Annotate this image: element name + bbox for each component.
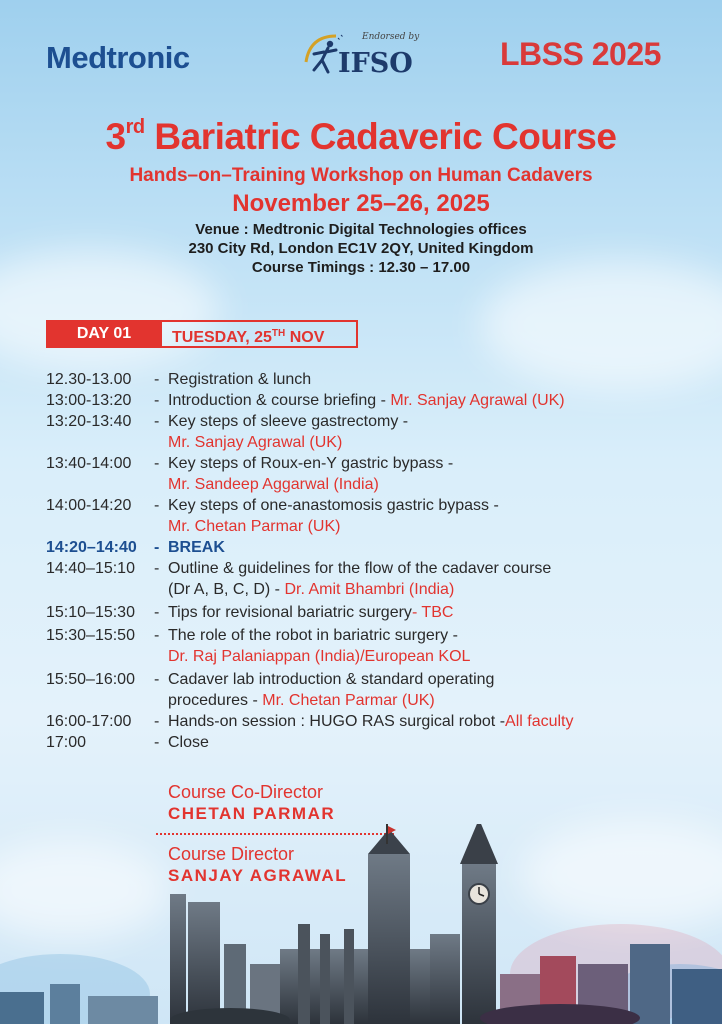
schedule-speaker: Mr. Sandeep Aggarwal (India) (168, 476, 379, 493)
ifso-endorsed-text: Endorsed by (362, 32, 420, 42)
schedule-speaker: Dr. Raj Palaniappan (India)/European KOL (168, 648, 471, 665)
day-date-month: NOV (285, 329, 325, 346)
schedule-speaker: Mr. Sanjay Agrawal (UK) (168, 434, 343, 451)
schedule-row: 13:40-14:00 - Key steps of Roux-en-Y gastric bypass - Mr. Sandeep Aggarwal (India) (46, 455, 454, 493)
schedule-desc: The role of the robot in bariatric surgery - (168, 627, 458, 644)
schedule-desc: Key steps of sleeve gastrectomy - (168, 413, 409, 430)
schedule-time: 13:20-13:40 (46, 413, 132, 430)
schedule-row: 16:00-17:00 - Hands-on session : HUGO RAS surgical robot -All faculty (46, 713, 574, 730)
schedule-time: 14:40–15:10 (46, 560, 135, 577)
schedule-desc: Tips for revisional bariatric surgery (168, 604, 412, 621)
schedule-speaker: - TBC (411, 604, 454, 621)
title-ordinal: 3 (105, 116, 126, 157)
schedule-speaker: Mr. Chetan Parmar (UK) (168, 518, 341, 535)
schedule-time: 15:50–16:00 (46, 671, 135, 688)
schedule-desc: Key steps of one-anastomosis gastric bypass - (168, 497, 499, 514)
schedule-desc: Close (168, 734, 209, 751)
title-ordinal-suffix: rd (125, 116, 145, 138)
schedule-time: 17:00 (46, 734, 87, 751)
day-date-text: TUESDAY, 25 (172, 329, 272, 346)
director-role: Course Director (168, 844, 295, 864)
schedule-row: 13:20-13:40 - Key steps of sleeve gastrectomy - Mr. Sanjay Agrawal (UK) (46, 413, 409, 451)
day-label: DAY 01 (46, 320, 162, 348)
co-director-name: CHETAN PARMAR (168, 804, 336, 823)
schedule-time: 12.30-13.00 (46, 371, 132, 388)
director-name: SANJAY AGRAWAL (168, 866, 348, 885)
title-text: Bariatric Cadaveric Course (154, 116, 617, 157)
venue-line-1: Venue : Medtronic Digital Technologies offices (195, 221, 527, 238)
schedule-time: 16:00-17:00 (46, 713, 132, 730)
day-header (46, 320, 358, 348)
lbss-logo (500, 36, 661, 73)
schedule-desc: Introduction & course briefing - (168, 392, 391, 409)
schedule-speaker: Mr. Sanjay Agrawal (UK) (390, 392, 565, 409)
schedule-time: 14:00-14:20 (46, 497, 132, 514)
london-skyline-illustration (0, 824, 722, 1024)
lbss-wordmark: LBSS 2025 (500, 36, 661, 72)
course-subtitle: Hands–on–Training Workshop on Human Cadavers (129, 165, 593, 186)
schedule-time: 14:20–14:40 (46, 539, 137, 556)
schedule (46, 369, 696, 753)
course-title (0, 116, 722, 158)
schedule-time: 15:30–15:50 (46, 627, 135, 644)
schedule-row: 13:00-13:20 - Introduction & course briefing - Mr. Sanjay Agrawal (UK) (46, 392, 565, 409)
venue-line-2: 230 City Rd, London EC1V 2QY, United Kingdom (188, 240, 534, 257)
schedule-desc: BREAK (168, 539, 225, 556)
schedule-speaker: Mr. Chetan Parmar (UK) (262, 692, 435, 709)
day-date (162, 320, 358, 348)
schedule-time: 13:00-13:20 (46, 392, 132, 409)
co-director-role: Course Co-Director (168, 782, 324, 802)
course-timings: Course Timings : 12.30 – 17.00 (251, 259, 471, 276)
ifso-logo (300, 30, 430, 86)
schedule-speaker: All faculty (505, 713, 574, 730)
ifso-wordmark: IFSO (338, 48, 413, 79)
schedule-time: 13:40-14:00 (46, 455, 132, 472)
schedule-desc: Key steps of Roux-en-Y gastric bypass - (168, 455, 454, 472)
schedule-row-break: 14:20–14:40 - BREAK (46, 537, 696, 558)
schedule-row: 14:00-14:20 - Key steps of one-anastomosis gastric bypass - Mr. Chetan Parmar (UK) (46, 497, 499, 535)
schedule-row: 14:40–15:10 - Outline & guidelines for the flow of the cadaver course (Dr A, B, C, D) - Dr. Amit Bhambri (India) (46, 560, 552, 598)
schedule-desc: Cadaver lab introduction & standard operating (168, 671, 495, 688)
day-date-sup: TH (271, 328, 286, 339)
venue-block (0, 220, 722, 277)
schedule-desc: Registration & lunch (168, 371, 312, 388)
schedule-speaker: Dr. Amit Bhambri (India) (284, 581, 455, 598)
schedule-time: 15:10–15:30 (46, 604, 135, 621)
schedule-row: 15:50–16:00 - Cadaver lab introduction & standard operating procedures - Mr. Chetan Parmar (UK) (46, 671, 495, 709)
schedule-row: 15:10–15:30 - Tips for revisional bariatric surgery- TBC (46, 604, 454, 621)
schedule-desc: Outline & guidelines for the flow of the cadaver course (168, 560, 552, 577)
schedule-row: 12.30-13.00 - Registration & lunch (46, 371, 312, 388)
schedule-desc-2: (Dr A, B, C, D) - (168, 581, 285, 598)
schedule-row: 15:30–15:50 - The role of the robot in bariatric surgery - Dr. Raj Palaniappan (India)/European KOL (46, 627, 471, 665)
schedule-desc: Hands-on session : HUGO RAS surgical robot - (168, 713, 506, 730)
schedule-desc-2: procedures - (168, 692, 263, 709)
course-dates: November 25–26, 2025 (232, 190, 490, 217)
schedule-row: 17:00 - Close (46, 732, 696, 753)
medtronic-logo: Medtronic (46, 40, 190, 75)
